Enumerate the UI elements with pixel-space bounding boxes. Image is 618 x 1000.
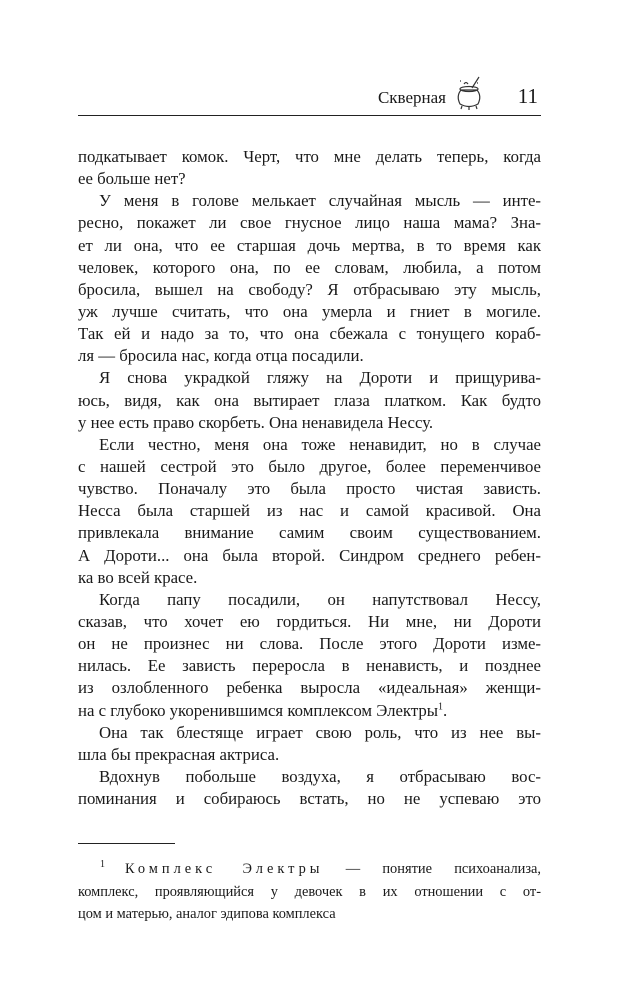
line-text: Вдохнув побольше воздуха, я отбрасываю вос- xyxy=(99,766,541,786)
text-line xyxy=(78,434,541,456)
line-text: из озлобленного ребенка выросла «идеальная» женщи- xyxy=(78,678,541,698)
line-text: Так ей и надо за то, что она сбежала с тонущего кораб- xyxy=(78,324,541,344)
line-text: Когда папу посадили, он напутствовал Нессу, xyxy=(99,589,541,609)
text-line xyxy=(78,345,541,367)
text-line xyxy=(78,235,541,257)
line-text: чувство. Поначалу это была просто чистая зависть. xyxy=(78,479,541,499)
line-text: Она так блестяще играет свою роль, что из нее вы- xyxy=(99,722,541,742)
line-text: привлекала внимание самим своим существованием. xyxy=(78,523,541,543)
body-text xyxy=(78,146,541,810)
line-text: Если честно, меня она тоже ненавидит, но в случае xyxy=(99,434,541,454)
line-text: ка во всей красе. xyxy=(78,567,198,587)
text-line xyxy=(78,190,541,212)
text-line xyxy=(78,567,541,589)
header-rule xyxy=(78,115,541,116)
text-line xyxy=(78,367,541,389)
text-line xyxy=(78,168,541,190)
line-text: с нашей сестрой это было другое, более переменчивое xyxy=(78,456,541,476)
line-text: сказав, что хочет ею гордиться. Ни мне, ни Дороти xyxy=(78,611,541,631)
text-line xyxy=(78,522,541,544)
line-text: поминания и собираюсь встать, но не успеваю это xyxy=(78,789,541,809)
line-text: на с глубоко укоренившимся комплексом Электры xyxy=(78,700,439,720)
line-text: Я снова украдкой гляжу на Дороти и прищурива- xyxy=(99,368,541,388)
footnote-ref: 1 xyxy=(438,700,444,712)
text-line xyxy=(78,766,541,788)
footnote xyxy=(78,858,541,926)
text-line xyxy=(78,323,541,345)
line-text: Несса была старшей из нас и самой красивой. Она xyxy=(78,501,541,521)
footnote-line: комплекс, проявляющийся у девочек в их отношении с от- xyxy=(78,883,541,900)
footnote-text: — понятие психоанализа, xyxy=(323,861,541,877)
line-text: нилась. Ее зависть переросла в ненависть, и позднее xyxy=(78,656,541,676)
line-text: бросила, вышел на свободу? Я отбрасываю эту мысль, xyxy=(78,279,541,299)
footnote-mark: 1 xyxy=(100,859,105,871)
line-text: ее больше нет? xyxy=(78,169,186,189)
text-line xyxy=(78,478,541,500)
footnote-term: Комплекс Электры xyxy=(125,861,324,877)
text-line xyxy=(78,545,541,567)
line-text: у нее есть право скорбеть. Она ненавидела Нессу. xyxy=(78,412,434,432)
text-line xyxy=(78,655,541,677)
text-line xyxy=(78,611,541,633)
text-line xyxy=(78,279,541,301)
text-line xyxy=(78,633,541,655)
text-line xyxy=(78,722,541,744)
text-line xyxy=(78,390,541,412)
text-line xyxy=(78,788,541,810)
text-line xyxy=(78,744,541,766)
line-text: он не произнес ни слова. После этого Дороти изме- xyxy=(78,634,541,654)
text-line xyxy=(78,589,541,611)
line-text: А Дороти... она была второй. Синдром среднего ребен- xyxy=(78,545,541,565)
footnote-rule xyxy=(78,843,175,844)
text-line xyxy=(78,500,541,522)
text-line xyxy=(78,412,541,434)
cauldron-icon xyxy=(452,74,486,112)
line-text: ет ли она, что ее старшая дочь мертва, в то время как xyxy=(78,235,541,255)
footnote-line: цом и матерью, аналог эдипова комплекса xyxy=(78,906,336,922)
text-line xyxy=(78,257,541,279)
line-text: уж лучше считать, что она умерла и гниет в могиле. xyxy=(78,301,541,321)
text-line xyxy=(78,301,541,323)
line-text: ресно, покажет ли свое гнусное лицо наша мама? Зна- xyxy=(78,213,541,233)
running-title: Скверная xyxy=(377,88,446,107)
line-text: подкатывает комок. Черт, что мне делать теперь, когда xyxy=(78,147,541,166)
text-line xyxy=(78,677,541,699)
line-text: У меня в голове мелькает случайная мысль — инте- xyxy=(99,191,541,211)
text-line: на с глубоко укоренившимся комплексом Электры$^1$. xyxy=(78,700,448,720)
line-text: юсь, видя, как она вытирает глаза платком. Как будто xyxy=(78,390,541,410)
text-line xyxy=(78,212,541,234)
line-text: ля — бросила нас, когда отца посадили. xyxy=(78,346,364,366)
line-text: шла бы прекрасная актриса. xyxy=(78,744,280,764)
page-number: 11 xyxy=(517,84,538,108)
text-line xyxy=(78,146,541,168)
text-line xyxy=(78,456,541,478)
line-text: человек, которого она, по ее словам, любила, а потом xyxy=(78,257,541,277)
